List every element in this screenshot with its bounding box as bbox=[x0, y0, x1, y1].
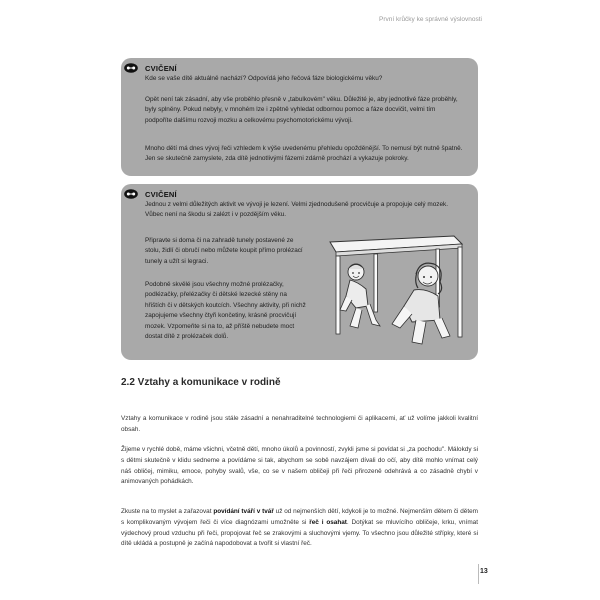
exercise-intro: Jednou z velmi důležitých aktivit ve vývoji je lezení. Velmi zjednodušeně procvičuje a propojuje celý mozek. Vůbec není na škodu si zalézt i v pozdějším věku. bbox=[145, 201, 448, 219]
exercise-question: Kde se vaše dítě aktuálně nachází? Odpovídá jeho řečová fáze biologickému věku? bbox=[145, 75, 383, 82]
exercise-paragraph: Připravte si doma či na zahradě tunely postavené ze stolu, židlí či obručí nebo můžete koupit přímo prolézací tunely a užít si legraci. bbox=[145, 237, 303, 265]
page-number-divider bbox=[478, 564, 479, 584]
children-crawling-illustration bbox=[316, 234, 466, 354]
body-paragraph: Žijeme v rychlé době, máme všichni, včetně dětí, mnoho úkolů a povinností, zvykli jsme si povídat si „za pochodu". Málokdy si s dětmi skutečně v klidu sedneme a povídáme si tak, abychom se sobě navzájem dívali do očí, aby dítě mohlo vnímat celý náš obličej, mimiku, emoce, pohyby svalů, vše, co se v našem obličeji při řeči přirozeně odehrává a co zásadně chybí v animovaných pohádkách. bbox=[121, 446, 478, 486]
exercise-box-1 bbox=[121, 58, 478, 176]
exercise-title: CVIČENÍ bbox=[145, 190, 177, 199]
emphasis-text: řeč i osahat bbox=[309, 518, 347, 526]
body-text-run: už od nejmenších dětí, kdykoli je to možné. Nejmenším dětem či dětem s komplikovaným vývojem řeči či více diagnózami umožněte si bbox=[121, 508, 478, 526]
exercise-paragraph: Opět není tak zásadní, aby vše proběhlo přesně v „tabulkovém" věku. Důležité je, aby jednotlivé fáze proběhly, byly splněny. Pokud nebyly, v mnohém lze i zpětně vyhledat odbornou pomoc a fáze docvičit, velmi tím podpoříte dalšímu rozvoji mozku a celkovému psychomotorickému vývoji. bbox=[145, 96, 458, 124]
emphasis-text: povídání tváří v tvář bbox=[213, 508, 274, 515]
exercise-icon bbox=[124, 63, 138, 73]
body-paragraph: Vztahy a komunikace v rodině jsou stále zásadní a nenahraditelné technologiemi či aplikacemi, ať už volíme jakkoli kvalitní obsah. bbox=[121, 415, 478, 433]
exercise-paragraph: Podobně skvělé jsou všechny možné prolézačky, podlézačky, přelézačky či dětské lezecké stěny na hřištích či v dětských koutcích. Všechny aktivity, při nichž zapojujeme všechny čtyři končetiny, krásně procvičují mozek. Vzpomeňte si na to, až příště nebudete moct dostat dítě z prolézaček dolů. bbox=[145, 281, 306, 341]
exercise-icon bbox=[124, 189, 138, 199]
exercise-title: CVIČENÍ bbox=[145, 64, 177, 73]
body-text-run: . Dotýkat se mluvícího obličeje, krku, vnímat výdechový proud vzduchu při řeči, propojovat řeč se zrakovými a sluchovými vjemy. To všechno jsou důležité střípky, které si dítě ukládá a postupně je začíná napodobovat a tvořit si vlastní řeč. bbox=[121, 518, 478, 548]
page-number: 13 bbox=[480, 568, 488, 575]
body-paragraph bbox=[121, 507, 478, 550]
running-header: První krůčky ke správné výslovnosti bbox=[379, 16, 482, 23]
exercise-box-2 bbox=[121, 184, 478, 360]
section-heading: 2.2 Vztahy a komunikace v rodině bbox=[121, 377, 281, 388]
exercise-paragraph: Mnoho dětí má dnes vývoj řeči vzhledem k výše uvedenému přehledu opožděnější. To nemusí být nutně špatně. Jen se skutečně zamyslete, zda dítě jednotlivými fázemi zdárně prochází a vykazuje pokroky. bbox=[145, 145, 463, 163]
body-text-run: Zkuste na to myslet a zařazovat bbox=[121, 508, 214, 515]
